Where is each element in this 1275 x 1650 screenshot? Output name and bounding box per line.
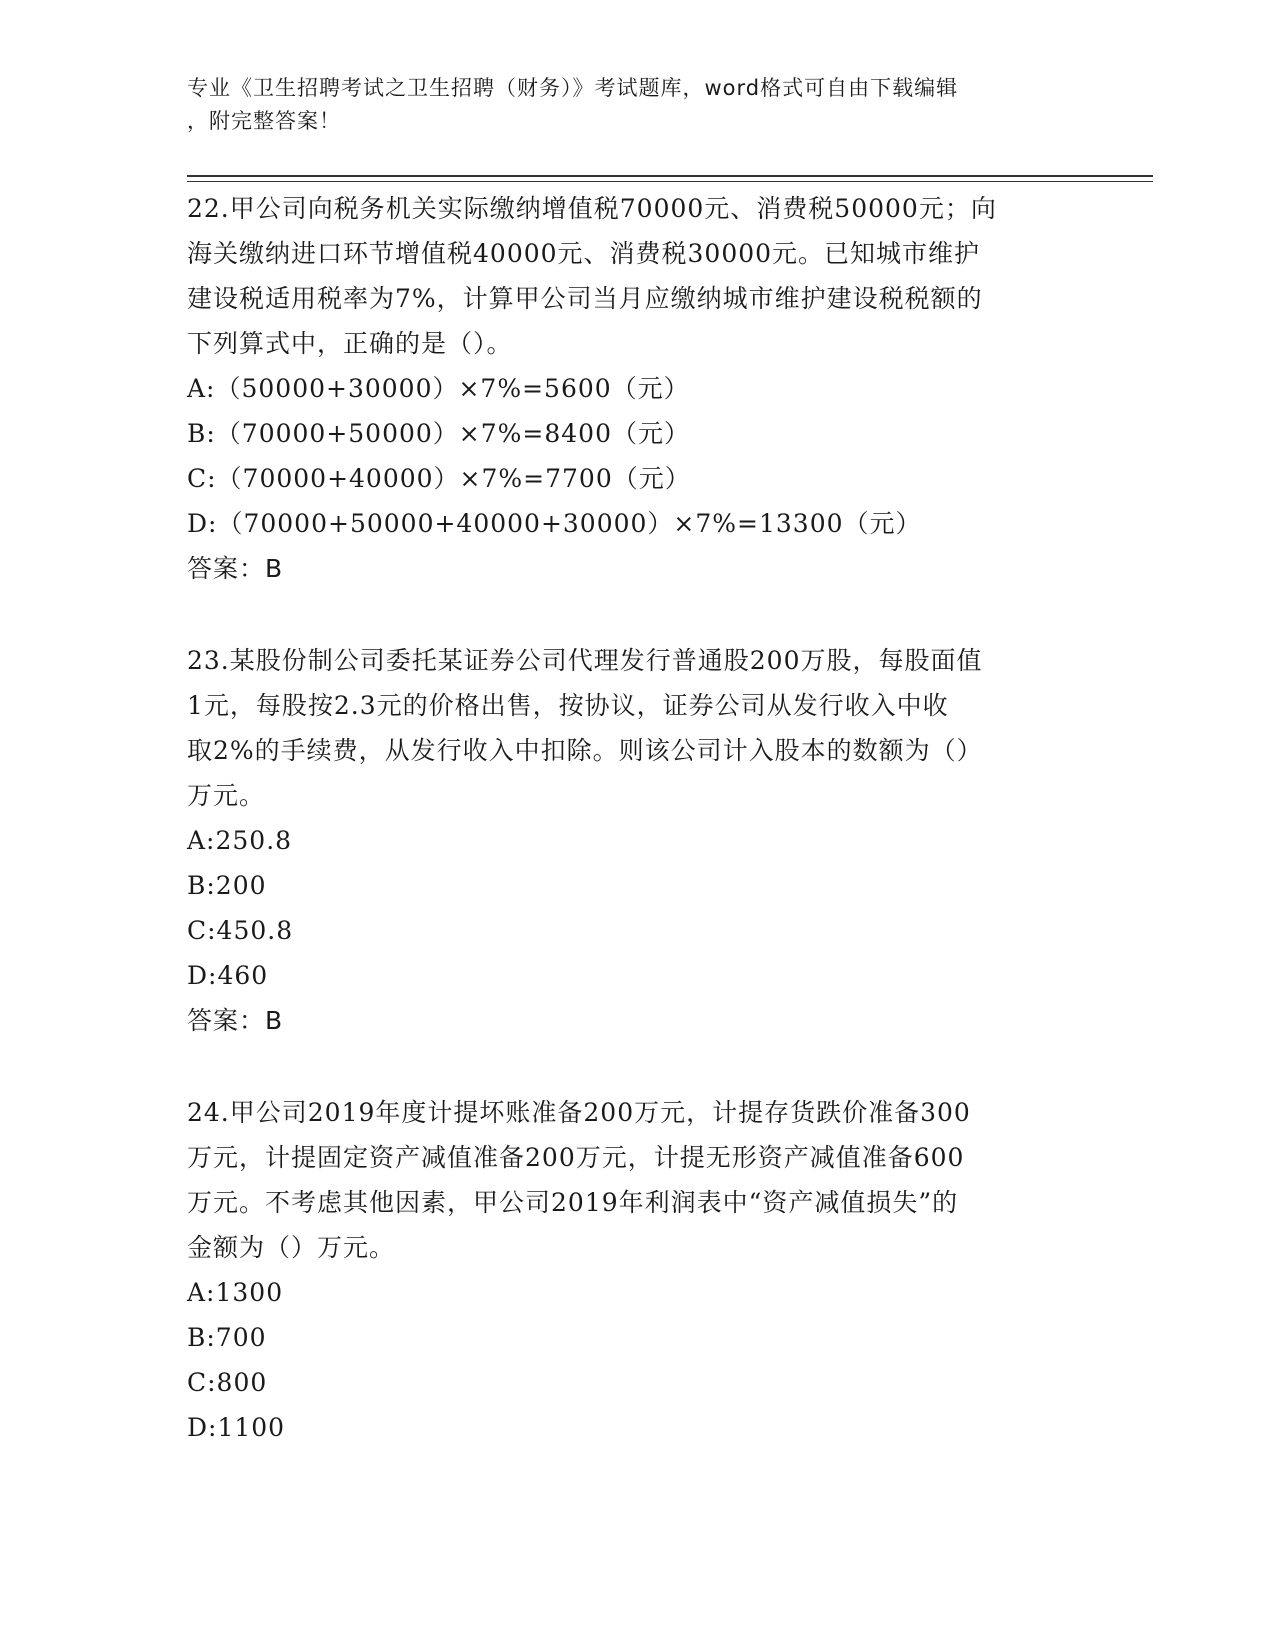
question-stem-line: 建设税适用税率为7%，计算甲公司当月应缴纳城市维护建设税税额的 [187,284,983,313]
question-stem-line: 万元。不考虑其他因素，甲公司2019年利润表中“资产减值损失”的 [187,1188,959,1217]
option-d: D:1100 [187,1413,286,1442]
option-c: C:（70000+40000）×7%=7700（元） [187,464,691,493]
header-divider-thick [187,175,1153,177]
option-c: C:800 [187,1368,268,1397]
question-stem-line: 22.甲公司向税务机关实际缴纳增值税70000元、消费税50000元；向 [187,194,997,223]
option-d: D:（70000+50000+40000+30000）×7%=13300（元） [187,509,922,538]
option-b: B:200 [187,871,267,900]
question-23 [187,638,1087,1043]
question-stem-line: 24.甲公司2019年度计提坏账准备200万元，计提存货跌价准备300 [187,1098,971,1127]
question-stem-line: 1元，每股按2.3元的价格出售，按协议，证券公司从发行收入中收 [187,691,949,720]
header-line-1: 专业《卫生招聘考试之卫生招聘（财务）》考试题库，word格式可自由下载编辑 [187,76,959,100]
answer: 答案：B [187,1006,284,1035]
question-stem-line: 万元。 [187,781,266,810]
question-stem-line: 海关缴纳进口环节增值税40000元、消费税30000元。已知城市维护 [187,239,981,268]
question-stem-line: 23.某股份制公司委托某证券公司代理发行普通股200万股，每股面值 [187,646,983,675]
header-line-2: ，附完整答案！ [187,109,341,133]
question-stem-line: 金额为（）万元。 [187,1233,396,1262]
question-22 [187,186,1087,591]
header-divider-thin [187,181,1153,182]
question-stem-line: 万元，计提固定资产减值准备200万元，计提无形资产减值准备600 [187,1143,965,1172]
option-a: A:1300 [187,1278,284,1307]
option-a: A:250.8 [187,826,293,855]
option-c: C:450.8 [187,916,294,945]
question-24 [187,1090,1087,1450]
answer: 答案：B [187,554,284,583]
option-d: D:460 [187,961,269,990]
option-b: B:700 [187,1323,267,1352]
option-b: B:（70000+50000）×7%=8400（元） [187,419,690,448]
question-stem-line: 取2%的手续费，从发行收入中扣除。则该公司计入股本的数额为（） [187,736,983,765]
document-header [187,72,1067,138]
option-a: A:（50000+30000）×7%=5600（元） [187,374,690,403]
question-stem-line: 下列算式中，正确的是（）。 [187,329,513,358]
